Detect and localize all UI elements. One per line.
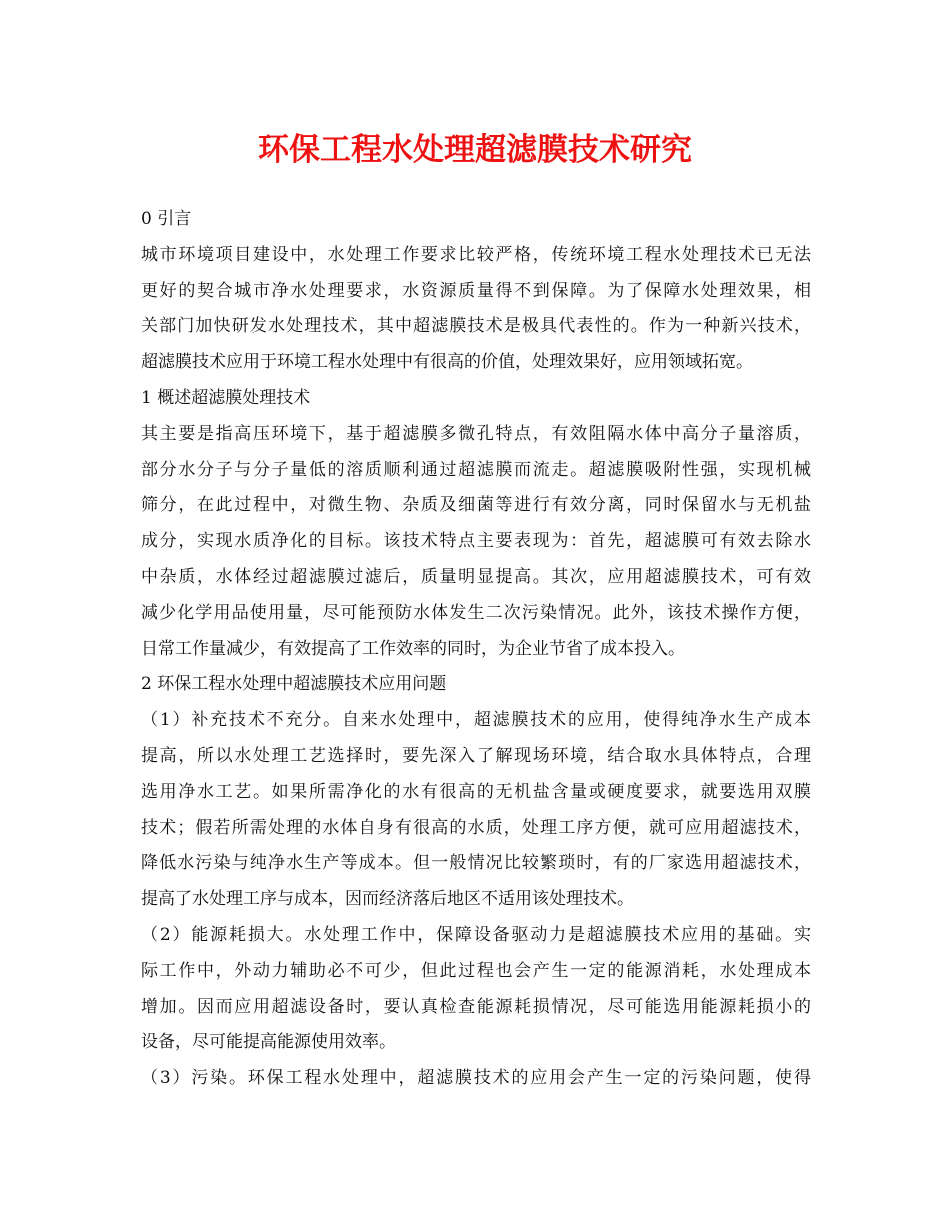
text-line: 超滤膜技术应用于环境工程水处理中有很高的价值，处理效果好，应用领域拓宽。 — [141, 352, 753, 373]
text-line: （1）补充技术不充分。自来水处理中，超滤膜技术的应用，使得纯净水生产成本 — [141, 710, 811, 731]
document-body — [141, 202, 811, 1097]
text-line: 际工作中，外动力辅助必不可少，但此过程也会产生一定的能源消耗，水处理成本 — [141, 960, 811, 981]
text-line: （2）能源耗损大。水处理工作中，保障设备驱动力是超滤膜技术应用的基础。实 — [141, 924, 811, 945]
text-line: 1 概述超滤膜处理技术 — [141, 387, 311, 408]
text-line: 提高了水处理工序与成本，因而经济落后地区不适用该处理技术。 — [141, 889, 634, 910]
text-line: 降低水污染与纯净水生产等成本。但一般情况比较繁琐时，有的厂家选用超滤技术， — [141, 853, 811, 874]
text-line: 增加。因而应用超滤设备时，要认真检查能源耗损情况，尽可能选用能源耗损小的 — [141, 996, 811, 1017]
text-line: 关部门加快研发水处理技术，其中超滤膜技术是极具代表性的。作为一种新兴技术， — [141, 316, 811, 337]
text-line: 部分水分子与分子量低的溶质顺利通过超滤膜而流走。超滤膜吸附性强，实现机械 — [141, 459, 811, 480]
text-line: 其主要是指高压环境下，基于超滤膜多微孔特点，有效阻隔水体中高分子量溶质， — [141, 423, 811, 444]
text-line: 提高，所以水处理工艺选择时，要先深入了解现场环境，结合取水具体特点，合理 — [141, 745, 811, 766]
text-line: 选用净水工艺。如果所需净化的水有很高的无机盐含量或硬度要求，就要选用双膜 — [141, 781, 811, 802]
text-line: 筛分，在此过程中，对微生物、杂质及细菌等进行有效分离，同时保留水与无机盐 — [141, 495, 811, 516]
text-line: 日常工作量减少，有效提高了工作效率的同时，为企业节省了成本投入。 — [141, 638, 685, 659]
text-line: 更好的契合城市净水处理要求，水资源质量得不到保障。为了保障水处理效果，相 — [141, 280, 811, 301]
text-line: 城市环境项目建设中，水处理工作要求比较严格，传统环境工程水处理技术已无法 — [141, 244, 811, 265]
text-line: （3）污染。环保工程水处理中，超滤膜技术的应用会产生一定的污染问题，使得 — [141, 1068, 811, 1089]
text-line: 0 引言 — [141, 209, 192, 229]
text-line: 减少化学用品使用量，尽可能预防水体发生二次污染情况。此外，该技术操作方便， — [141, 602, 811, 623]
text-line: 中杂质，水体经过超滤膜过滤后，质量明显提高。其次，应用超滤膜技术，可有效 — [141, 566, 811, 587]
document-title: 环保工程水处理超滤膜技术研究 — [258, 132, 692, 168]
text-line: 2 环保工程水处理中超滤膜技术应用问题 — [141, 674, 447, 695]
text-line: 设备，尽可能提高能源使用效率。 — [141, 1032, 396, 1053]
text-line: 技术；假若所需处理的水体自身有很高的水质，处理工序方便，就可应用超滤技术， — [141, 817, 811, 838]
text-line: 成分，实现水质净化的目标。该技术特点主要表现为：首先，超滤膜可有效去除水 — [141, 531, 811, 552]
